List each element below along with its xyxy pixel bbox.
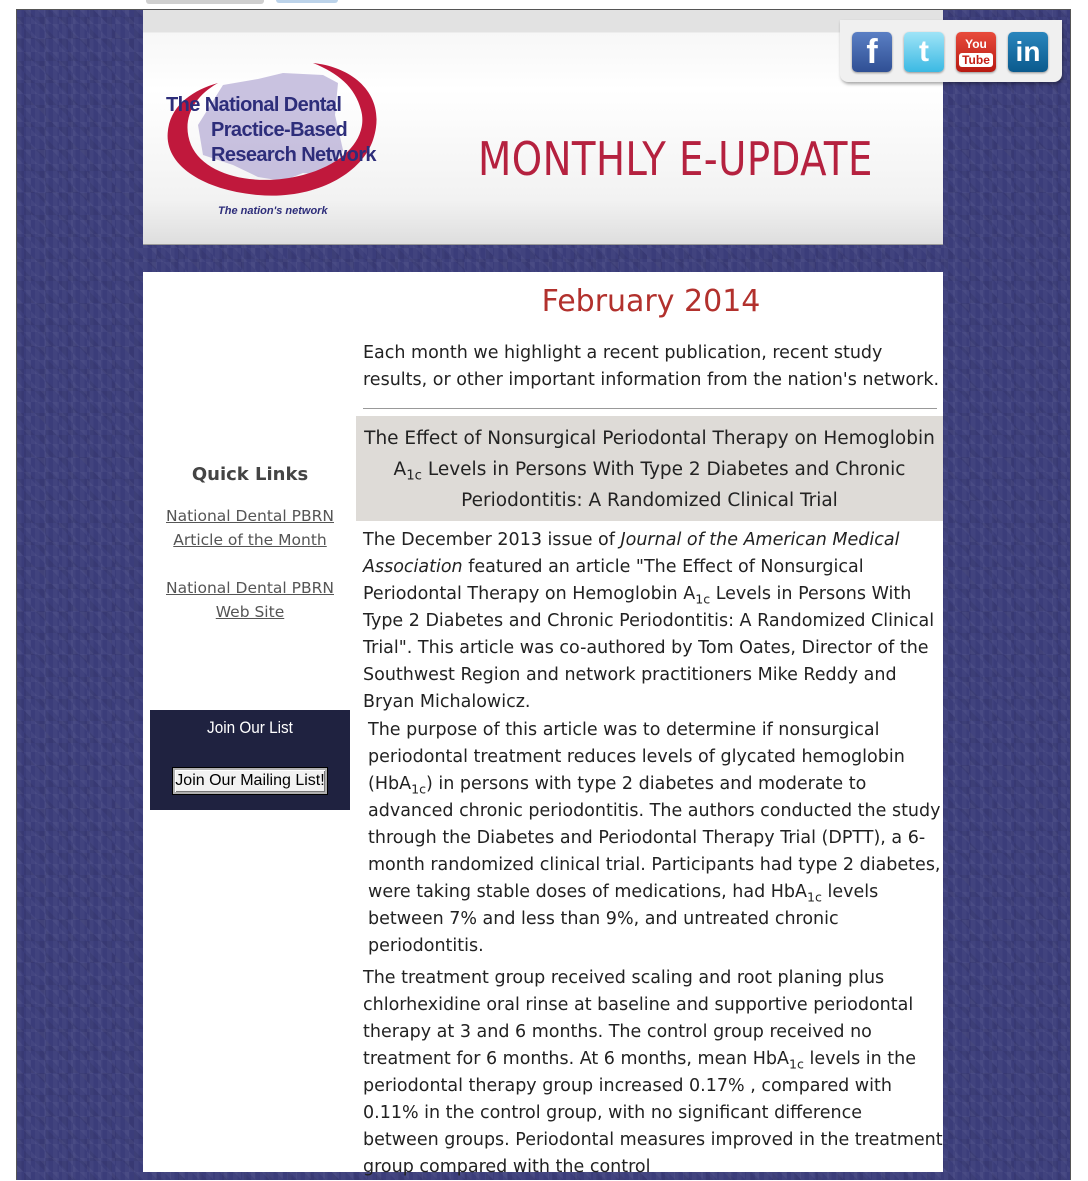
article-title-part2: Levels in Persons With Type 2 Diabetes and Chronic Periodontitis: A Randomized Clinical Trial	[421, 459, 906, 511]
youtube-tube: Tube	[959, 53, 993, 67]
logo-line-2: Practice-Based	[211, 119, 348, 141]
facebook-icon[interactable]	[852, 32, 892, 72]
p3-text-a: The treatment group received scaling and root planing plus chlorhexidine oral rinse at baseline and supportive periodontal therapy at 3 and 6 months. The control group received no treatment for 6 months. At 6 months, mean HbA	[363, 968, 914, 1069]
p2-text-a: The purpose of this article was to determine if nonsurgical periodontal treatment reduces levels of glycated hemoglobin (HbA	[368, 720, 905, 794]
article-paragraph-2	[363, 717, 948, 960]
p2-text-b: ) in persons with type 2 diabetes and moderate to advanced chronic periodontitis. The authors conducted the study through the Diabetes and Periodontal Therapy Trial (DPTT), a 6-month randomized clinical trial. Participants had type 2 diabetes, were taking stable doses of medications, had HbA	[368, 774, 941, 902]
issue-date: February 2014	[541, 284, 761, 319]
p3-text-b: levels in the periodontal therapy group increased 0.17% , compared with 0.11% in the control group, with no significant difference between groups. Periodontal measures improved in the treatment group compared with the control	[363, 1049, 943, 1177]
youtube-you: You	[965, 37, 987, 51]
network-logo	[163, 55, 383, 225]
article-paragraph-1	[363, 527, 943, 716]
twitter-icon[interactable]	[904, 32, 944, 72]
article-title-part1: The Effect of Nonsurgical Periodontal Therapy on Hemoglobin A	[364, 428, 935, 480]
logo-tagline: The nation's network	[218, 205, 328, 217]
logo-line-3: Research Network	[211, 144, 376, 166]
social-bar	[840, 20, 1062, 82]
article-title	[356, 423, 943, 516]
intro-text: Each month we highlight a recent publication, recent study results, or other important information from the nation's network.	[363, 343, 940, 390]
facebook-glyph: f	[866, 32, 878, 71]
twitter-glyph: t	[919, 35, 929, 68]
p2-text-c: levels between 7% and less than 9%, and untreated chronic periodontitis.	[368, 882, 879, 956]
logo-line-1: The National Dental	[166, 94, 342, 116]
p1-text-c: Levels in Persons With Type 2 Diabetes and Chronic Periodontitis: A Randomized Clinical Trial". This article was co-authored by Tom Oates, Director of the Southwest Region and network practitioners Mike Reddy and Bryan Michalowicz.	[363, 584, 935, 712]
linkedin-glyph: in	[1015, 36, 1041, 67]
website-link[interactable]: National Dental PBRN Web Site	[166, 579, 334, 621]
linkedin-icon[interactable]	[1008, 32, 1048, 72]
p2-subscript-2: 1c	[807, 889, 822, 905]
join-list-title: Join Our List	[207, 718, 293, 737]
banner-title: MONTHLY E-UPDATE	[478, 132, 873, 186]
article-title-subscript: 1c	[406, 468, 422, 484]
p1-text-a: The December 2013 issue of	[363, 530, 621, 550]
join-list-box	[150, 710, 350, 810]
article-heading-box	[356, 416, 943, 521]
quick-links-title: Quick Links	[191, 464, 309, 485]
p3-subscript: 1c	[788, 1056, 804, 1072]
intro-paragraph	[363, 340, 943, 394]
logo-wordmark	[163, 93, 383, 168]
article-paragraph-3	[363, 965, 943, 1181]
p2-subscript-1: 1c	[411, 781, 427, 797]
divider	[363, 408, 937, 409]
p1-text-b: featured an article "The Effect of Nonsurgical Periodontal Therapy on Hemoglobin A	[363, 557, 864, 604]
toolbar-button[interactable]	[276, 0, 338, 3]
youtube-icon[interactable]	[956, 32, 996, 72]
join-mailing-list-button[interactable]: Join Our Mailing List!	[173, 768, 327, 794]
p1-subscript: 1c	[695, 591, 711, 607]
article-of-month-link[interactable]: National Dental PBRN Article of the Month	[166, 507, 334, 549]
toolbar-button[interactable]	[146, 0, 264, 4]
journal-name: Journal of the American Medical Association	[363, 530, 900, 577]
